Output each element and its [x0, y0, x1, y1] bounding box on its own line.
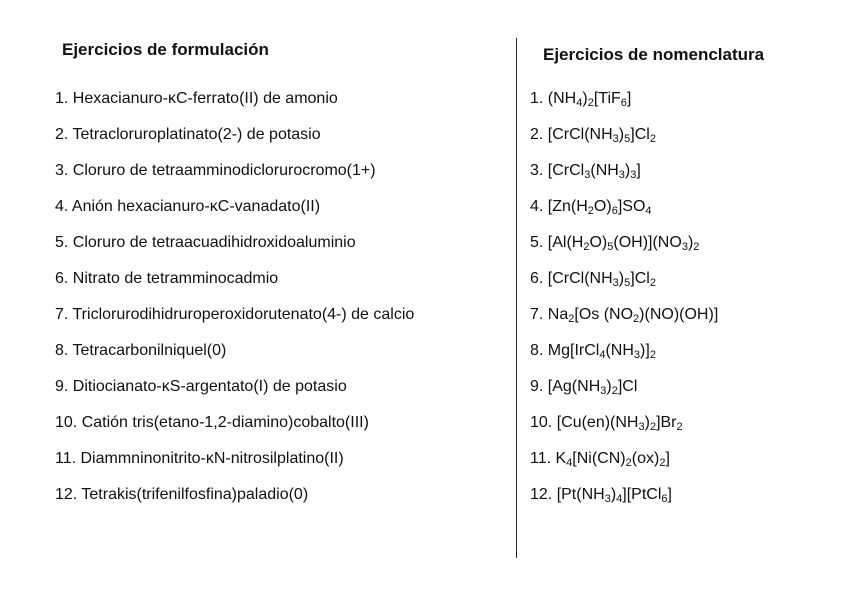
- formula-subscript: 3: [618, 169, 625, 181]
- formula-text: (ox): [631, 450, 660, 467]
- formula-text: (NH: [590, 162, 619, 179]
- formula-subscript: 3: [681, 241, 688, 253]
- formula-text: (OH)](NO: [613, 234, 682, 251]
- formula-text: 8. Mg[IrCl: [530, 342, 600, 359]
- formulacion-item: 1. Hexacianuro-κC-ferrato(II) de amonio: [55, 90, 338, 107]
- formula-subscript: 3: [604, 493, 611, 505]
- formula-subscript: 2: [587, 97, 594, 109]
- formula-subscript: 2: [649, 277, 656, 289]
- formulacion-list: [55, 89, 414, 521]
- formula-subscript: 4: [599, 349, 606, 361]
- formula-text: ): [606, 378, 612, 395]
- formula-subscript: 6: [620, 97, 627, 109]
- nomenclatura-item: [530, 377, 718, 413]
- column-divider: [516, 38, 517, 558]
- formula-text: ): [644, 414, 650, 431]
- formula-text: ]: [665, 450, 670, 467]
- formula-subscript: 3: [638, 421, 645, 433]
- formula-text: ): [610, 486, 617, 503]
- formula-text: 11. K: [530, 450, 567, 467]
- formula-text: 12. [Pt(NH: [530, 486, 605, 503]
- nomenclatura-item: [530, 197, 718, 233]
- formula-text: (NH: [605, 342, 634, 359]
- formula-subscript: 3: [600, 385, 607, 397]
- formula-text: ][PtCl: [622, 486, 662, 503]
- formula-subscript: 2: [587, 205, 594, 217]
- formula-text: ): [624, 162, 631, 179]
- formulacion-item: 5. Cloruro de tetraacuadihidroxidoaluminio: [55, 234, 356, 251]
- formula-subscript: 3: [584, 169, 591, 181]
- formula-text: O): [589, 234, 608, 251]
- formula-subscript: 6: [611, 205, 618, 217]
- formulacion-item: 2. Tetracloruroplatinato(2-) de potasio: [55, 126, 321, 143]
- formula-text: 10. [Cu(en)(NH: [530, 414, 639, 431]
- formula-text: ]Br: [656, 414, 677, 431]
- nomenclatura-item: [530, 269, 718, 305]
- nomenclatura-item: [530, 89, 718, 125]
- formula-subscript: 2: [568, 313, 575, 325]
- formulacion-title: Ejercicios de formulación: [62, 40, 269, 59]
- formula-subscript: 4: [566, 457, 573, 469]
- formula-text: ): [687, 234, 694, 251]
- nomenclatura-item: [530, 233, 718, 269]
- formula-text: )]: [640, 342, 650, 359]
- formula-subscript: 6: [661, 493, 668, 505]
- formula-subscript: 2: [611, 385, 618, 397]
- formulacion-item: 11. Diammninonitrito-κN-nitrosilplatino(II): [55, 450, 344, 467]
- formula-text: 3. [CrCl: [530, 162, 585, 179]
- formula-text: 6. [CrCl(NH: [530, 270, 613, 287]
- formula-subscript: 3: [612, 277, 619, 289]
- nomenclatura-item: [530, 485, 718, 521]
- formula-text: ]Cl: [630, 126, 650, 143]
- formula-subscript: 4: [645, 205, 652, 217]
- formula-text: ): [618, 126, 625, 143]
- formula-text: 4. [Zn(H: [530, 198, 588, 215]
- formula-text: [TiF: [593, 90, 621, 107]
- formula-text: [Os (NO: [574, 306, 634, 323]
- nomenclatura-item: [530, 161, 718, 197]
- formula-text: 2. [CrCl(NH: [530, 126, 613, 143]
- formula-text: [Ni(CN): [572, 450, 626, 467]
- formula-subscript: 2: [693, 241, 700, 253]
- formula-text: O): [593, 198, 612, 215]
- formula-subscript: 2: [649, 421, 657, 433]
- nomenclatura-item: [530, 449, 718, 485]
- formulacion-item: 8. Tetracarbonilniquel(0): [55, 342, 227, 359]
- formulacion-item: 6. Nitrato de tetramminocadmio: [55, 270, 279, 287]
- formula-subscript: 3: [612, 133, 619, 145]
- formula-subscript: 2: [676, 421, 683, 433]
- formula-subscript: 5: [624, 133, 631, 145]
- nomenclatura-item: [530, 305, 718, 341]
- formula-subscript: 2: [649, 349, 656, 361]
- formula-text: 5. [Al(H: [530, 234, 584, 251]
- nomenclatura-item: [530, 413, 718, 449]
- formula-text: 1. (NH: [530, 90, 577, 107]
- formulacion-item: 10. Catión tris(etano-1,2-diamino)cobalto(III): [55, 414, 369, 431]
- formulacion-item: 7. Triclorurodihidruroperoxidorutenato(4-) de calcio: [55, 306, 415, 323]
- formula-subscript: 3: [633, 349, 641, 361]
- formula-text: ): [582, 90, 588, 107]
- formula-text: ]Cl: [617, 378, 638, 395]
- formula-subscript: 2: [633, 313, 640, 325]
- formula-text: ]: [636, 162, 641, 179]
- formula-subscript: 2: [649, 133, 656, 145]
- formula-subscript: 4: [576, 97, 583, 109]
- formula-text: ]Cl: [630, 270, 650, 287]
- formula-text: ]SO: [617, 198, 646, 215]
- formula-subscript: 2: [659, 457, 666, 469]
- formula-text: ): [618, 270, 625, 287]
- formula-text: )(NO)(OH)]: [639, 306, 719, 323]
- nomenclatura-title: Ejercicios de nomenclatura: [543, 45, 765, 64]
- formula-subscript: 3: [630, 169, 637, 181]
- formula-text: 7. Na: [530, 306, 569, 323]
- formulacion-item: 4. Anión hexacianuro-κC-vanadato(II): [55, 198, 321, 215]
- formula-subscript: 4: [616, 493, 623, 505]
- formula-subscript: 2: [625, 457, 632, 469]
- formula-text: 9. [Ag(NH: [530, 378, 601, 395]
- formulacion-item: 9. Ditiocianato-κS-argentato(I) de potasio: [55, 378, 347, 395]
- formula-text: ]: [626, 90, 632, 107]
- formula-text: ]: [667, 486, 672, 503]
- formulacion-item: 3. Cloruro de tetraamminodiclorurocromo(1+): [55, 162, 376, 179]
- nomenclatura-item: [530, 125, 718, 161]
- nomenclatura-item: [530, 341, 718, 377]
- formula-subscript: 5: [624, 277, 631, 289]
- formula-subscript: 5: [607, 241, 614, 253]
- nomenclatura-list: [530, 89, 718, 521]
- formulacion-item: 12. Tetrakis(trifenilfosfina)paladio(0): [55, 486, 309, 503]
- formula-subscript: 2: [583, 241, 590, 253]
